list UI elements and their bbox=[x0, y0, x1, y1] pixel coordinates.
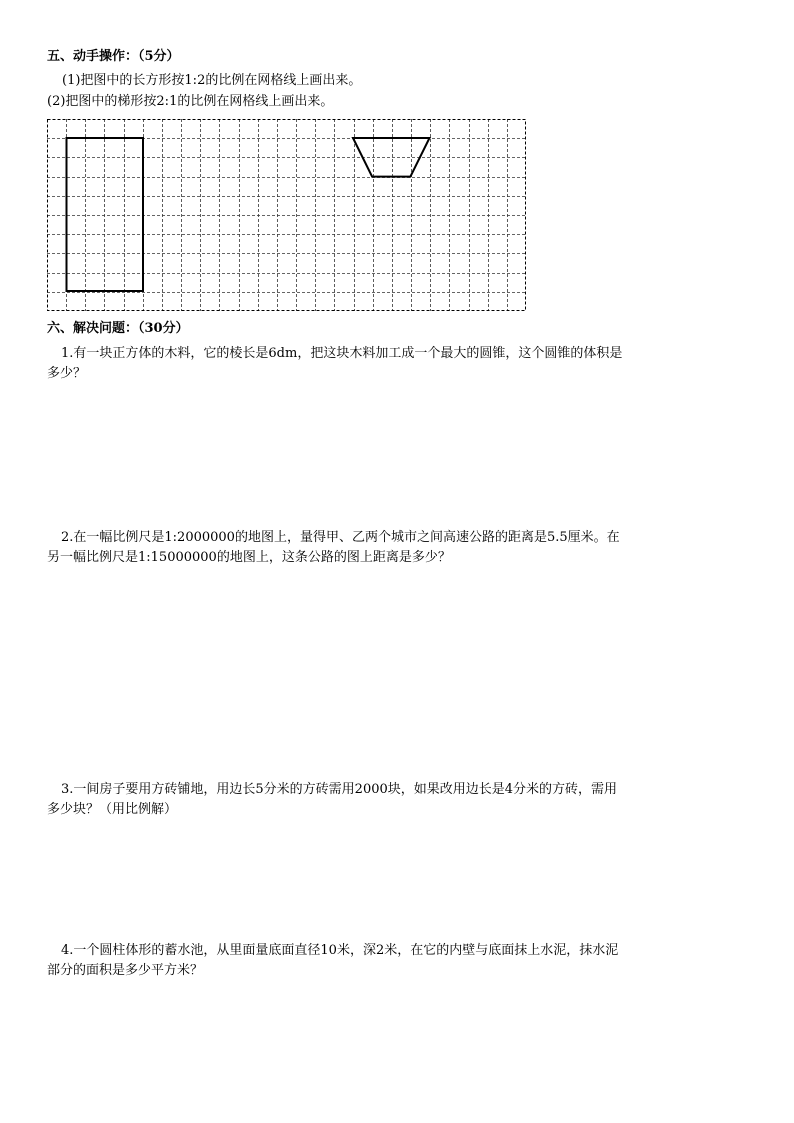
question-3-line-1: 3.一间房子要用方砖铺地，用边长5分米的方砖需用2000块，如果改用边长是4分米的方砖，需用 bbox=[61, 782, 618, 797]
task-1-instruction: (1)把图中的长方形按1:2的比例在网格线上画出来。 bbox=[62, 73, 362, 88]
question-2 bbox=[47, 528, 747, 568]
question-4-line-1: 4.一个圆柱体形的蓄水池，从里面量底面直径10米，深2米，在它的内壁与底面抹上水泥，抹水泥 bbox=[61, 943, 619, 958]
question-1-line-1: 1.有一块正方体的木料，它的棱长是6dm，把这块木料加工成一个最大的圆锥，这个圆锥的体积是 bbox=[61, 346, 623, 361]
grid-lines bbox=[47, 119, 526, 311]
question-2-line-2: 另一幅比例尺是1:15000000的地图上，这条公路的图上距离是多少？ bbox=[47, 550, 451, 565]
section-5-heading: 五、动手操作：（5分） bbox=[47, 49, 180, 64]
question-1 bbox=[47, 344, 747, 384]
question-3 bbox=[47, 780, 747, 820]
question-3-line-2: 多少块？（用比例解） bbox=[47, 802, 178, 817]
section-6-heading: 六、解决问题：（30分） bbox=[47, 321, 189, 336]
task-2-instruction: (2)把图中的梯形按2:1的比例在网格线上画出来。 bbox=[47, 94, 334, 109]
drawing-grid[interactable] bbox=[47, 119, 526, 311]
question-4 bbox=[47, 941, 747, 981]
grid-border bbox=[48, 120, 526, 311]
grid-canvas[interactable] bbox=[47, 119, 526, 311]
question-2-line-1: 2.在一幅比例尺是1:2000000的地图上，量得甲、乙两个城市之间高速公路的距离是5.5厘米。在 bbox=[61, 530, 620, 545]
question-4-line-2: 部分的面积是多少平方米？ bbox=[47, 963, 204, 978]
question-1-line-2: 多少？ bbox=[47, 366, 87, 381]
